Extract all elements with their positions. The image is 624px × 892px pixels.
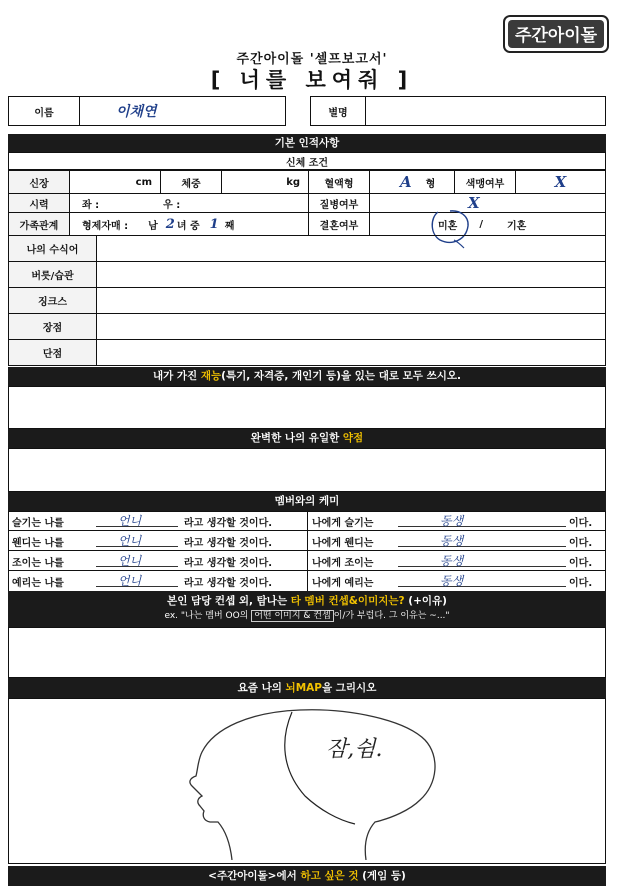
nickname-label: 별명 — [310, 96, 366, 126]
chemistry-end-text: 이다. — [569, 538, 593, 549]
blood-type-value: A — [400, 173, 412, 191]
member-name: 슬기는 — [344, 518, 374, 529]
member-name: 조이는 — [12, 558, 41, 569]
siblings-prefix: 형제자매 : — [82, 220, 129, 232]
answer-underline — [398, 586, 566, 587]
chemistry-left-answer[interactable]: 언니 — [118, 574, 142, 588]
personal-row-value-field[interactable] — [96, 313, 606, 340]
chemistry-right-answer[interactable]: 동생 — [440, 574, 464, 588]
report-title: [ 너를 보여줘 ] — [210, 68, 414, 92]
weight-field[interactable] — [221, 170, 309, 194]
chemistry-left-prefix — [12, 514, 64, 529]
name-field[interactable] — [79, 96, 286, 126]
chemistry-right-prefix — [312, 534, 373, 549]
weakness-header-pre: 완벽한 나의 유일한 — [250, 432, 343, 444]
nickname-field[interactable] — [365, 96, 606, 126]
member-name: 슬기는 — [12, 518, 41, 529]
chemistry-right-answer[interactable]: 동생 — [440, 514, 464, 528]
chemistry-right-prefix — [312, 554, 373, 569]
example-post: 이/가 부럽다. 그 이유는 ~..." — [333, 611, 450, 621]
colorblind-field[interactable] — [515, 170, 606, 194]
name-value: 이채연 — [116, 104, 157, 120]
chemistry-end-text: 이다. — [569, 578, 593, 589]
blood-type-label: 혈액형 — [308, 170, 370, 194]
personal-row-value-field[interactable] — [96, 339, 606, 366]
talent-header-pre: 내가 가진 — [152, 370, 201, 382]
siblings-gender: 남 — [148, 220, 158, 232]
member-suffix: 나를 — [44, 538, 64, 549]
brainmap-post: 을 그리시오 — [321, 682, 377, 694]
member-name: 예리는 — [12, 578, 41, 589]
body-condition-header: 신체 조건 — [8, 152, 606, 170]
disease-label: 질병여부 — [308, 193, 370, 213]
member-name: 조이는 — [344, 558, 374, 569]
siblings-suffix: 째 — [224, 220, 235, 232]
marriage-label: 결혼여부 — [308, 212, 370, 236]
chemistry-right-prefix — [312, 514, 373, 529]
right-prefix: 나에게 — [312, 558, 341, 569]
chemistry-column-divider — [307, 511, 308, 591]
weakness-header — [8, 429, 606, 448]
chemistry-left-answer[interactable]: 언니 — [118, 514, 142, 528]
colorblind-value: X — [554, 173, 567, 191]
right-prefix: 나에게 — [312, 538, 341, 549]
colorblind-label: 색맹여부 — [454, 170, 516, 194]
blood-type-unit: 형 — [425, 178, 436, 190]
personal-row-value-field[interactable] — [96, 261, 606, 288]
chemistry-left-answer[interactable]: 언니 — [118, 534, 142, 548]
chemistry-header: 멤버와의 케미 — [8, 492, 606, 511]
personal-row-label: 나의 수식어 — [8, 235, 97, 262]
blood-type-field[interactable] — [369, 170, 455, 194]
chemistry-middle-text: 라고 생각할 것이다. — [184, 578, 273, 589]
family-field[interactable] — [69, 212, 309, 236]
answer-underline — [398, 566, 566, 567]
weakness-answer-area[interactable] — [8, 448, 606, 492]
member-name: 예리는 — [344, 578, 374, 589]
chemistry-right-answer[interactable]: 동생 — [440, 554, 464, 568]
marriage-field[interactable] — [369, 212, 606, 236]
concept-post: (+이유) — [404, 595, 447, 607]
personal-row-value-field[interactable] — [96, 235, 606, 262]
want-highlight: 하고 싶은 것 — [300, 870, 359, 882]
want-pre: <주간아이돌>에서 — [208, 870, 301, 882]
report-subtitle: 주간아이돌 '셀프보고서' — [236, 52, 388, 67]
right-prefix: 나에게 — [312, 578, 341, 589]
chemistry-left-answer[interactable]: 언니 — [118, 554, 142, 568]
chemistry-left-prefix — [12, 574, 64, 589]
chemistry-middle-text: 라고 생각할 것이다. — [184, 558, 273, 569]
chemistry-right-answer[interactable]: 동생 — [440, 534, 464, 548]
concept-answer-area[interactable] — [8, 627, 606, 678]
personal-row-value-field[interactable] — [96, 287, 606, 314]
height-unit: cm — [135, 176, 152, 188]
want-header — [8, 866, 606, 886]
talent-header-post: (특기, 자격증, 개인기 등)을 있는 대로 모두 쓰시오. — [221, 370, 462, 382]
concept-highlight: 타 멤버 컨셉&이미지는? — [290, 595, 405, 607]
height-label: 신장 — [8, 170, 70, 194]
right-prefix: 나에게 — [312, 518, 341, 529]
example-box: 어떤 이미지 & 컨셉 — [251, 610, 333, 622]
personal-row-label: 단점 — [8, 339, 97, 366]
member-name: 웬디는 — [344, 538, 374, 549]
vision-left: 좌 : — [82, 199, 100, 211]
brainmap-pre: 요즘 나의 — [237, 682, 286, 694]
basic-info-header: 기본 인적사항 — [8, 134, 606, 152]
member-name: 웬디는 — [12, 538, 41, 549]
concept-question — [8, 594, 606, 609]
member-suffix: 나를 — [44, 558, 64, 569]
want-post: (게임 등) — [358, 870, 406, 882]
chemistry-middle-text: 라고 생각할 것이다. — [184, 518, 273, 529]
chemistry-middle-text: 라고 생각할 것이다. — [184, 538, 273, 549]
chemistry-end-text: 이다. — [569, 518, 593, 529]
member-suffix: 나를 — [44, 518, 64, 529]
personal-row-label: 징크스 — [8, 287, 97, 314]
talent-answer-area[interactable] — [8, 386, 606, 429]
siblings-mid: 녀 중 — [176, 220, 200, 232]
head-profile-drawing — [170, 700, 450, 860]
chemistry-end-text: 이다. — [569, 558, 593, 569]
vision-label: 시력 — [8, 193, 70, 213]
weight-unit: kg — [286, 176, 300, 188]
weakness-header-highlight: 약점 — [342, 432, 364, 444]
member-suffix: 나를 — [44, 578, 64, 589]
siblings-count: 2 — [165, 216, 175, 232]
chemistry-left-prefix — [12, 534, 64, 549]
brainmap-highlight: 뇌MAP — [285, 682, 322, 694]
disease-value: X — [468, 194, 480, 212]
marriage-option-single[interactable]: 미혼 — [438, 220, 458, 232]
disease-field[interactable] — [369, 193, 606, 213]
example-pre: ex. "나는 멤버 OO의 — [164, 611, 252, 621]
siblings-order: 1 — [209, 216, 219, 232]
talent-header — [8, 367, 606, 386]
vision-field[interactable] — [69, 193, 309, 213]
logo-text: 주간아이돌 — [514, 26, 598, 46]
brainmap-header — [8, 678, 606, 698]
marriage-option-married[interactable]: 기혼 — [506, 220, 527, 232]
talent-header-highlight: 재능 — [200, 370, 222, 382]
chemistry-right-prefix — [312, 574, 373, 589]
chemistry-left-prefix — [12, 554, 64, 569]
marriage-separator: / — [479, 218, 483, 230]
answer-underline — [398, 546, 566, 547]
height-field[interactable] — [69, 170, 161, 194]
brainmap-writing: 잠,쉼. — [326, 737, 383, 762]
concept-pre: 본인 담당 컨셉 외, 탐나는 — [167, 595, 291, 607]
vision-right: 우 : — [163, 199, 181, 211]
name-label: 이름 — [8, 96, 80, 126]
personal-row-label: 버릇/습관 — [8, 261, 97, 288]
weight-label: 체중 — [160, 170, 222, 194]
answer-underline — [398, 526, 566, 527]
concept-header — [8, 591, 606, 627]
personal-row-label: 장점 — [8, 313, 97, 340]
concept-example — [8, 609, 606, 624]
family-label: 가족관계 — [8, 212, 70, 236]
